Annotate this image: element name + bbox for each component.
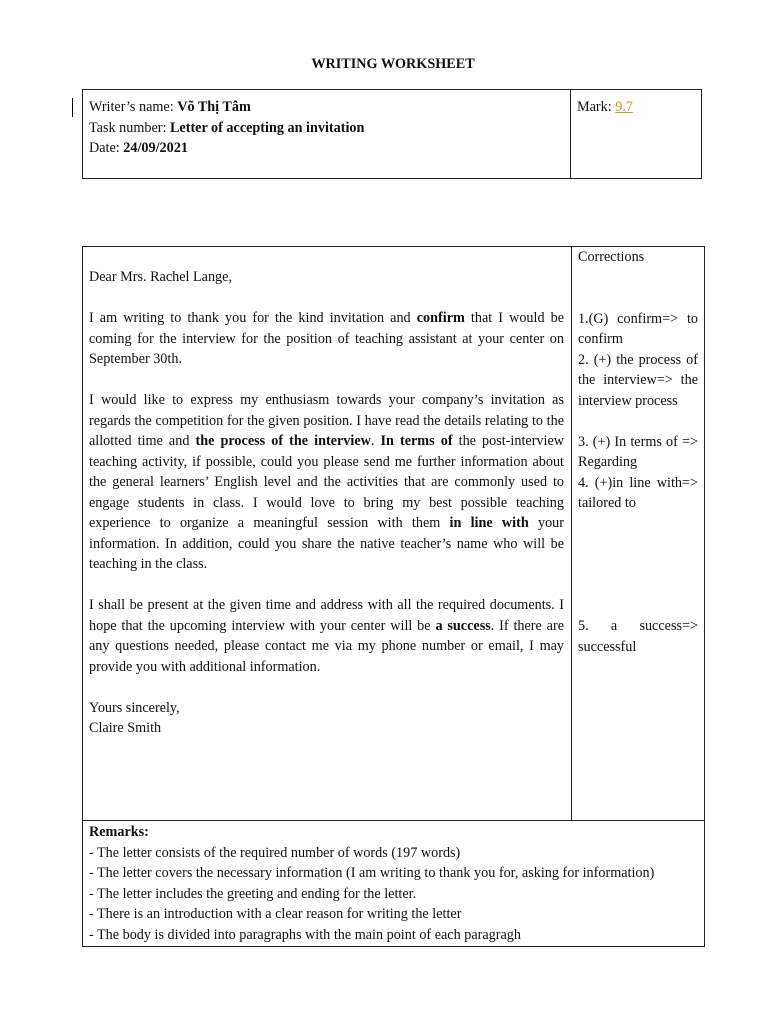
writer-line [89, 97, 564, 118]
task-line [89, 118, 564, 139]
letter-greeting: Dear Mrs. Rachel Lange, [89, 269, 232, 285]
corrections-heading: Corrections [578, 249, 645, 265]
task-value: Letter of accepting an invitation [169, 119, 365, 136]
writer-label: Writer’s name: [89, 99, 178, 115]
letter-paragraph-2: I would like to express my enthusiasm towards your company’s invitation as regards the competition for the given position. I have read the details relating to the allotted time and the process of the interview. In terms of the post-interview teaching activity, if possible, could you please send me further information about the general learners’ English level and the activities that are commonly used to engage students in class. I would love to bring my best possible teaching experience to organize a meaningful session with them in line with your information. In addition, could you share the native teacher’s name who will be teaching in the class. [89, 392, 565, 572]
highlight-a-success: a success [435, 617, 491, 634]
highlight-in-line-with: in line with [449, 515, 529, 531]
letter-signature: Claire Smith [89, 720, 162, 736]
letter-paragraph-1: I am writing to thank you for the kind invitation and confirm that I would be coming for the interview for the position of teaching assistant at your center on September 30th. [89, 310, 565, 367]
remark-item: - The letter covers the necessary information (I am writing to thank you for, asking for information) [89, 865, 655, 882]
remark-item: - The body is divided into paragraphs with the main point of each paragragh [89, 926, 521, 943]
remark-item: - The letter consists of the required number of words (197 words) [89, 844, 461, 861]
remarks-heading: Remarks: [89, 824, 149, 840]
text-cursor [72, 98, 73, 117]
mark-value: 9.7 [615, 99, 633, 115]
correction-item: 5. a success=> successful [578, 618, 698, 655]
corrections-cell [572, 247, 705, 821]
letter-cell [83, 247, 572, 821]
remarks-cell [83, 821, 705, 947]
mark-cell [571, 90, 702, 179]
correction-item: 3. (+) In terms of => Regarding [578, 433, 698, 470]
letter-table [82, 246, 705, 947]
highlight-in-terms-of: In terms of [380, 433, 453, 449]
date-line [89, 138, 564, 159]
remark-item: - The letter includes the greeting and ending for the letter. [89, 885, 417, 902]
mark-label: Mark: [577, 99, 616, 115]
date-value: 24/09/2021 [123, 140, 188, 156]
highlight-confirm: confirm [416, 310, 465, 326]
writer-name: Võ Thị Tâm [177, 99, 251, 115]
highlight-process: the process of the interview [195, 433, 371, 449]
correction-item: 1.(G) confirm=> to confirm [578, 310, 698, 347]
correction-item: 4. (+)in line with=> tailored to [578, 474, 698, 511]
remark-item: - There is an introduction with a clear reason for writing the letter [89, 906, 462, 923]
letter-paragraph-3: I shall be present at the given time and address with all the required documents. I hope that the upcoming interview with your center will be a success. If there are any questions needed, please contact me via my phone number or email, I may provide you with additional information. [89, 597, 564, 675]
page-title: WRITING WORKSHEET [311, 56, 475, 72]
correction-item: 2. (+) the process of the interview=> the interview process [578, 351, 698, 409]
info-cell [83, 90, 571, 179]
task-label: Task number: [89, 119, 170, 136]
letter-closing: Yours sincerely, [89, 699, 180, 716]
date-label: Date: [89, 140, 124, 156]
header-table [82, 89, 702, 179]
